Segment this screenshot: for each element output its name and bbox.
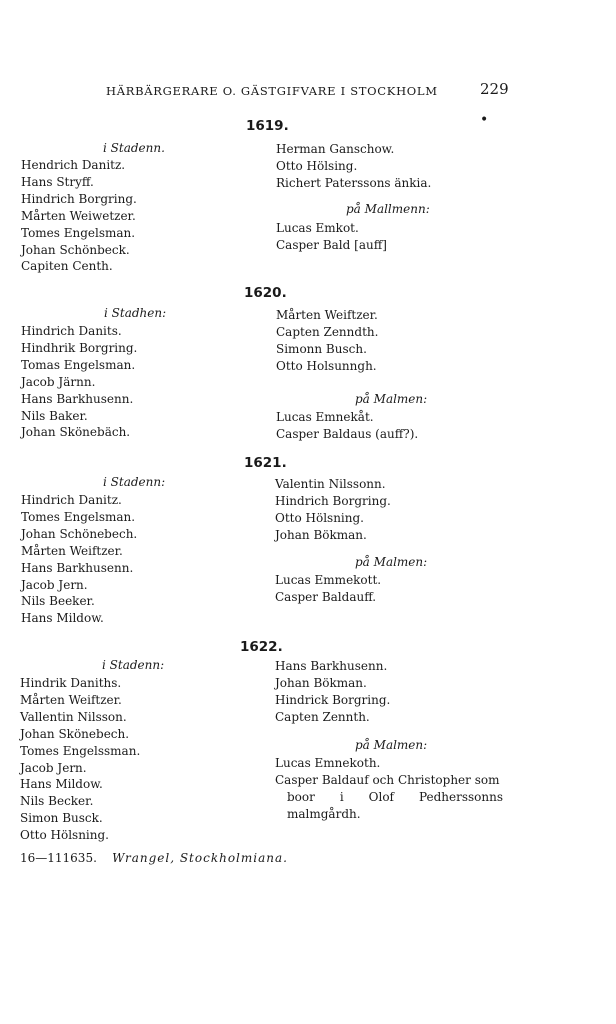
list-item: Hindrich Danits. [21, 324, 122, 338]
list-item: Otto Hölsning. [275, 510, 364, 525]
list-item: Hans Mildow. [21, 611, 104, 626]
list-item: Herman Ganschow. [276, 142, 395, 156]
list-item: Otto Hölsning. [20, 828, 109, 843]
signature-mark: 16—111635. [20, 851, 97, 865]
list-item: Jacob Jern. [21, 577, 88, 592]
list-item: Hendrich Danitz. [21, 158, 126, 172]
list-item: Hindhrik Borgring. [21, 340, 138, 355]
list-item: Jacob Järnn. [21, 374, 96, 389]
list-item: Hans Barkhusenn. [275, 659, 388, 673]
list-item: Casper Baldauff. [275, 589, 377, 604]
year-heading-1620: 1620. [244, 285, 287, 301]
malmen-list-1620 [276, 409, 418, 443]
list-item: Johan Skönebech. [20, 726, 130, 741]
stadhen-heading-1620: i Stadhen: [104, 306, 167, 320]
stadenn-list-1622 [20, 675, 140, 844]
list-item: Nils Beeker. [21, 594, 95, 609]
year-heading-1622: 1622. [240, 639, 283, 655]
list-item: Mårten Weiftzer. [21, 543, 123, 558]
list-item: Hindrik Daniths. [20, 676, 122, 690]
list-item: Johan Schönbeck. [21, 242, 130, 257]
list-item: Hans Stryff. [21, 174, 94, 189]
list-item: Johan Bökman. [275, 527, 367, 542]
malmen-list-1622 [275, 755, 503, 823]
list-item: Nils Baker. [21, 408, 88, 423]
list-item: Tomas Engelsman. [21, 357, 136, 372]
list-item: Capiten Centh. [21, 259, 113, 274]
list-item: Lucas Emnekoth. [275, 756, 381, 770]
list-item: Simon Busck. [20, 811, 103, 826]
list-item: Mårten Weiwetzer. [21, 208, 136, 223]
malmen-heading-1620: på Malmen: [355, 392, 428, 406]
list-item: Jacob Jern. [20, 760, 87, 775]
running-title: HÄRBÄRGERARE O. GÄSTGIFVARE I STOCKHOLM [106, 84, 438, 98]
list-item: Lucas Emkot. [276, 221, 359, 235]
list-item: Mårten Weiftzer. [20, 692, 122, 707]
list-item: Mårten Weiftzer. [276, 308, 378, 322]
stadenn-list-1621 [21, 492, 137, 627]
list-item: Lucas Emmekott. [275, 573, 382, 587]
list-item: Valentin Nilssonn. [275, 477, 386, 491]
list-item: Hindrich Borgring. [21, 191, 137, 206]
footer-source: Wrangel, Stockholmiana. [112, 851, 288, 865]
list-item: Hindrich Borgring. [275, 493, 391, 508]
stadenn-heading-1622: i Stadenn: [102, 658, 165, 672]
malmen-list-1619 [276, 220, 387, 254]
stadenn-list-1619 [21, 157, 137, 275]
list-item: Casper Bald [auff] [276, 237, 387, 252]
right-list-1620 [276, 307, 378, 375]
malmen-note-continuation: boor i Olof Pedherssonns malmgårdh. [287, 789, 503, 821]
list-item: Tomes Engelsman. [21, 509, 136, 524]
list-item: Capten Zenndth. [276, 324, 379, 339]
malmen-note-first-line: Casper Baldauf och Christopher som [275, 772, 500, 787]
list-item: Tomes Engelsman. [21, 225, 136, 240]
year-heading-1619: 1619. [246, 118, 289, 134]
list-item: Capten Zennth. [275, 709, 370, 724]
malmen-heading-1621: på Malmen: [355, 555, 428, 569]
right-list-1622 [275, 658, 390, 726]
right-list-1621 [275, 476, 391, 544]
stadenn-heading-1619: i Stadenn. [103, 141, 165, 155]
list-item: Casper Baldaus (auff?). [276, 426, 419, 441]
list-item: Simonn Busch. [276, 341, 367, 356]
list-item: Hindrick Borgring. [275, 692, 391, 707]
list-item: Hans Barkhusenn. [21, 560, 134, 575]
malmen-heading-1619: på Mallmenn: [346, 202, 430, 216]
list-item: Johan Bökman. [275, 675, 367, 690]
list-item: Richert Paterssons änkia. [276, 175, 432, 190]
margin-dot: • [480, 112, 489, 128]
footer [20, 851, 288, 865]
list-item: Lucas Emnekåt. [276, 410, 374, 424]
list-item: Nils Becker. [20, 794, 94, 809]
year-heading-1621: 1621. [244, 455, 287, 471]
list-item: Vallentin Nilsson. [20, 709, 127, 724]
right-list-1619 [276, 141, 431, 192]
list-item: Tomes Engelssman. [20, 743, 141, 758]
list-item: Hindrich Danitz. [21, 493, 122, 507]
malmen-heading-1622: på Malmen: [355, 738, 428, 752]
list-item: Johan Skönebäch. [21, 425, 131, 440]
stadenn-heading-1621: i Stadenn: [103, 475, 166, 489]
list-item: Hans Barkhusenn. [21, 391, 134, 406]
malmen-list-1621 [275, 572, 381, 606]
list-item: Otto Hölsing. [276, 158, 358, 173]
list-item: Hans Mildow. [20, 777, 103, 792]
list-item: Johan Schönebech. [21, 526, 138, 541]
page-number: 229 [480, 80, 509, 98]
list-item: Otto Holsunngh. [276, 358, 377, 373]
stadhen-list-1620 [21, 323, 137, 441]
